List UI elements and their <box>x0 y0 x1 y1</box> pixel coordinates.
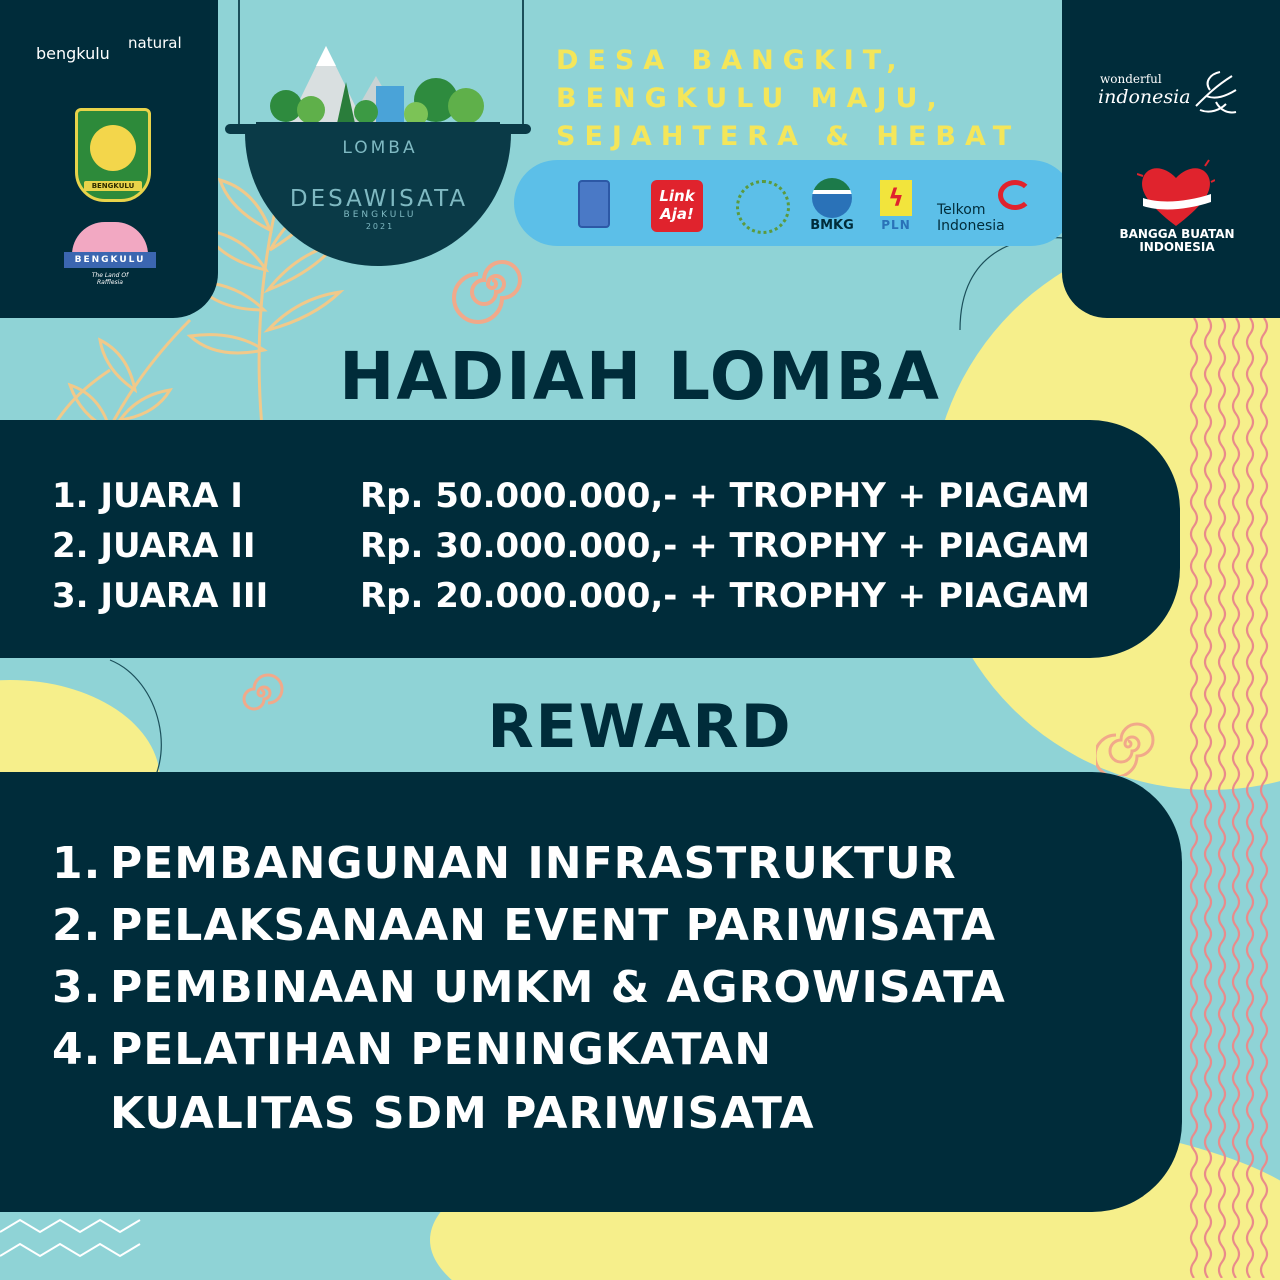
bmkg-logo-icon <box>812 178 852 218</box>
reward-text: PELAKSANAAN EVENT PARIWISATA <box>110 900 997 951</box>
emblem-year-text: 2021 <box>365 222 395 231</box>
bangga-buatan-indonesia-label: BANGGA BUATAN INDONESIA <box>1119 227 1235 254</box>
bengkulu-badge-logo <box>64 222 156 294</box>
reward-number: 2. <box>52 900 102 951</box>
telkom-label-line-2: Indonesia <box>937 218 1005 234</box>
wonderful-text: wonderful <box>1100 72 1162 86</box>
emblem-lomba-text: LOMBA <box>342 138 418 158</box>
reward-number: 4. <box>52 1024 102 1075</box>
tagline <box>556 42 1056 156</box>
prize-rank: 2. JUARA II <box>52 526 256 566</box>
telkom-label-line-1: Telkom <box>937 202 986 218</box>
badan-logo-icon <box>736 180 790 234</box>
reward-item <box>52 838 957 889</box>
tagline-line-3: SEJAHTERA & HEBAT <box>556 121 1021 152</box>
mountain-landscape-icon <box>256 36 500 128</box>
seal-label: BENGKULU <box>84 181 142 191</box>
reward-text: PELATIHAN PENINGKATAN <box>110 1024 773 1075</box>
logo-natural-text: natural <box>128 34 182 52</box>
tagline-line-1: DESA BANGKIT, <box>556 45 906 76</box>
linkaja-logo: Link Aja! <box>651 180 703 232</box>
prize-rank: 1. JUARA I <box>52 476 243 516</box>
pln-label: PLN <box>881 218 911 232</box>
bengkulu-natural-logo <box>36 34 182 63</box>
prize-value: Rp. 20.000.000,- + TROPHY + PIAGAM <box>360 576 1090 616</box>
reward-item <box>52 1088 815 1139</box>
tagline-line-2: BENGKULU MAJU, <box>556 83 946 114</box>
reward-number: 3. <box>52 962 102 1013</box>
province-seal-icon <box>75 108 151 202</box>
reward-text: KUALITAS SDM PARIWISATA <box>110 1088 815 1139</box>
telkom-logo-icon <box>998 180 1032 210</box>
bangga-heart-icon <box>1137 158 1215 230</box>
logo-bengkulu-text: bengkulu <box>36 44 110 63</box>
prize-rank: 3. JUARA III <box>52 576 269 616</box>
reward-item <box>52 900 996 951</box>
wonderful-indonesia-bird-icon <box>1186 66 1242 122</box>
pln-logo-icon: ϟ <box>880 180 912 216</box>
reward-text: PEMBINAAN UMKM & AGROWISATA <box>110 962 1006 1013</box>
bmkg-label: BMKG <box>810 218 854 233</box>
university-logo-icon <box>578 180 610 228</box>
emblem-desawisata-text: DESAWISATA <box>289 186 469 212</box>
prize-value: Rp. 30.000.000,- + TROPHY + PIAGAM <box>360 526 1090 566</box>
badge-tagline: The Land Of Rafflesia <box>91 272 129 286</box>
reward-number: 1. <box>52 838 102 889</box>
reward-heading: REWARD <box>487 692 793 762</box>
badge-name: BENGKULU <box>64 252 156 268</box>
reward-item <box>52 1024 772 1075</box>
hadiah-heading: HADIAH LOMBA <box>339 338 941 415</box>
reward-item <box>52 962 1006 1013</box>
reward-text: PEMBANGUNAN INFRASTRUKTUR <box>110 838 957 889</box>
telkom-label <box>937 202 1005 234</box>
left-logo-panel <box>0 0 218 318</box>
seal-emblem-icon <box>90 125 136 171</box>
indonesia-text: indonesia <box>1098 86 1191 108</box>
prize-value: Rp. 50.000.000,- + TROPHY + PIAGAM <box>360 476 1090 516</box>
emblem-bengkulu-text: BENGKULU <box>343 210 417 220</box>
